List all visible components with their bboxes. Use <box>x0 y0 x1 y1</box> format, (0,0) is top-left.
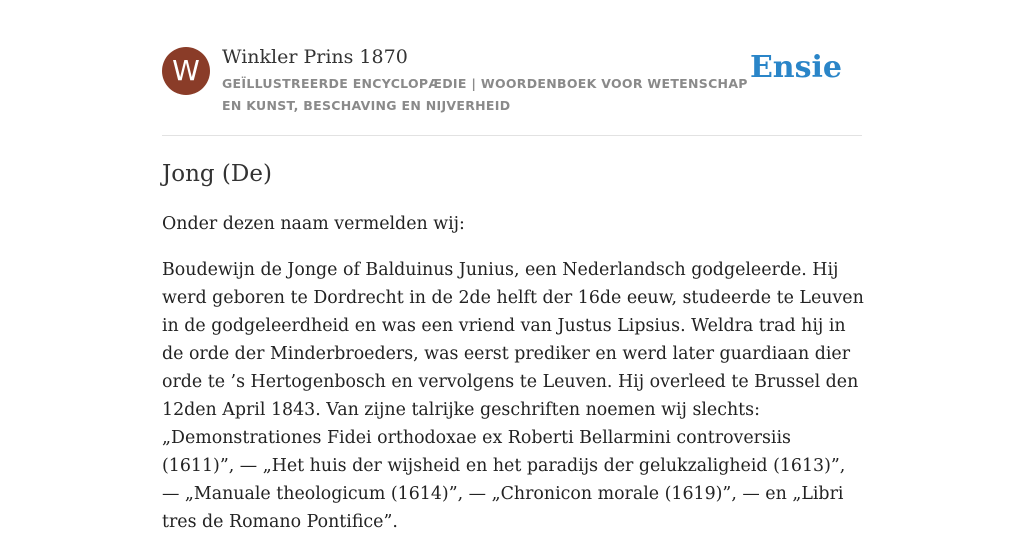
source-title[interactable]: Winkler Prins 1870 <box>222 46 408 68</box>
article-paragraph-intro: Onder dezen naam vermelden wij: <box>162 214 465 234</box>
article-paragraph-body: Boudewijn de Jonge of Balduinus Junius, een Nederlandsch godgeleerde. Hij werd geboren te Dordrecht in de 2de helft der 16de eeuw, studeerde te Leuven in de godgeleerdheid en was een vriend van Justus Lipsius. Weldra trad hij in de orde der Minderbroeders, was eerst prediker en werd later guardiaan dier orde te ’s Hertogenbosch en vervolgens te Leuven. Hij overleed te Brussel den 12den April 1843. Van zijne talrijke geschriften noemen wij slechts: „Demonstrationes Fidei orthodoxae ex Roberti Bellarmini controversiis (1611)”, — „Het huis der wijsheid en het paradijs der gelukzaligheid (1613)”, — „Manuale theologicum (1614)”, — „Chronicon morale (1619)”, — en „Libri tres de Romano Pontifice”. <box>162 260 864 532</box>
article-title: Jong (De) <box>162 161 272 187</box>
source-subtitle: GEÏLLUSTREERDE ENCYCLOPÆDIE | WOORDENBOEK VOOR WETENSCHAP EN KUNST, BESCHAVING EN NIJVERHEID <box>222 76 748 113</box>
source-header <box>162 44 862 136</box>
source-avatar[interactable]: W <box>162 47 210 95</box>
article <box>162 158 868 536</box>
ensie-logo[interactable]: Ensie <box>749 50 842 85</box>
